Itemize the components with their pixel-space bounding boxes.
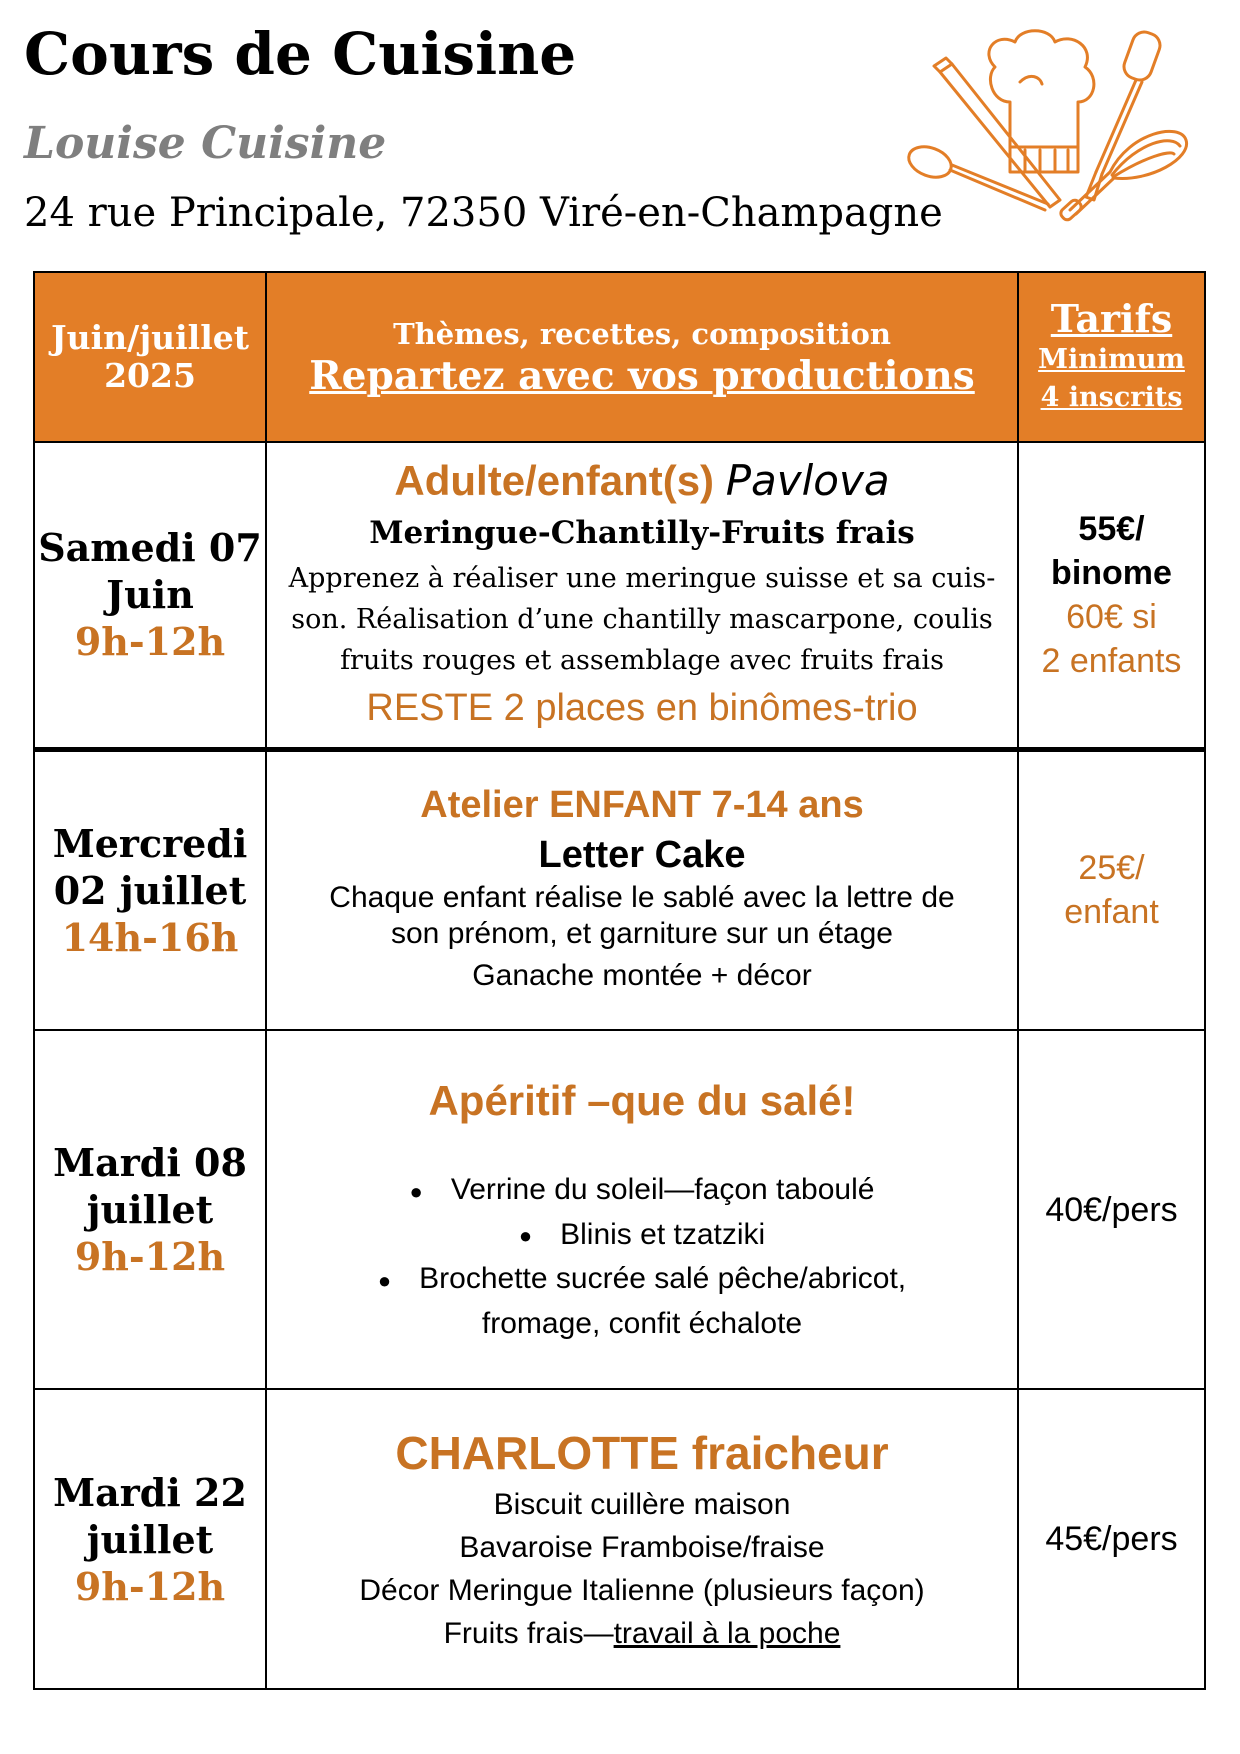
course-item-list xyxy=(267,1168,1017,1345)
header-theme-line1: Thèmes, recettes, composition xyxy=(393,317,891,351)
price-line: binome xyxy=(1051,553,1172,592)
bullet-icon: ● xyxy=(377,1267,392,1293)
date-cell xyxy=(34,1389,266,1689)
header-date-cell xyxy=(34,272,266,442)
course-desc-line: son. Réalisation d’une chantilly mascarpone, coulis xyxy=(291,604,993,636)
course-title-main: Adulte/enfant(s) xyxy=(394,457,715,505)
table-row xyxy=(34,749,1205,1030)
theme-cell xyxy=(266,749,1018,1030)
course-desc-line: fruits rouges et assemblage avec fruits frais xyxy=(340,645,944,677)
price-cell xyxy=(1018,1389,1205,1689)
price-line: enfant xyxy=(1064,893,1159,932)
list-item-text: Blinis et tzatziki xyxy=(560,1217,766,1251)
bullet-icon: ● xyxy=(518,1223,533,1249)
course-desc-line: Chaque enfant réalise le sablé avec la lettre de xyxy=(329,881,955,915)
date-time: 9h-12h xyxy=(74,619,226,665)
date-day: Mercredi xyxy=(52,820,248,866)
business-name: Louise Cuisine xyxy=(24,118,387,169)
date-month: Juin xyxy=(106,572,194,618)
course-desc-line: Bavaroise Framboise/fraise xyxy=(459,1531,825,1564)
bullet-icon: ● xyxy=(409,1178,423,1204)
theme-cell xyxy=(266,1030,1018,1389)
table-header-row xyxy=(34,272,1205,442)
schedule-table xyxy=(33,271,1206,1690)
header-theme-line2: Repartez avec vos productions xyxy=(309,353,975,399)
course-desc-prefix: Fruits frais— xyxy=(443,1617,614,1650)
price-line: 2 enfants xyxy=(1041,641,1182,680)
date-time: 9h-12h xyxy=(74,1234,226,1279)
date-time: 14h-16h xyxy=(61,914,239,960)
header-price-line1: Tarifs xyxy=(1050,296,1173,341)
header-date-line1: Juin/juillet xyxy=(51,318,249,357)
course-subtitle: Meringue-Chantilly-Fruits frais xyxy=(369,515,915,552)
date-cell xyxy=(34,749,266,1030)
course-title: Atelier ENFANT 7-14 ans xyxy=(420,784,864,827)
address: 24 rue Principale, 72350 Viré-en-Champagne xyxy=(24,190,943,236)
price-line: 55€/ xyxy=(1078,509,1145,548)
date-day: Mardi 08 xyxy=(53,1140,247,1185)
date-day: Samedi 07 xyxy=(38,525,262,571)
date-month: juillet xyxy=(86,1187,214,1232)
date-time: 9h-12h xyxy=(74,1563,226,1609)
list-item-continuation xyxy=(267,1302,1017,1345)
course-title: Apéritif –que du salé! xyxy=(428,1077,856,1125)
date-month: 02 juillet xyxy=(53,867,247,913)
date-month: juillet xyxy=(86,1516,214,1562)
course-title-script: Pavlova xyxy=(725,456,890,506)
price-cell xyxy=(1018,442,1205,749)
date-cell xyxy=(34,1030,266,1389)
course-title xyxy=(267,454,1017,508)
course-title: CHARLOTTE fraicheur xyxy=(395,1427,889,1479)
header-price-line3: 4 inscrits xyxy=(1040,382,1183,413)
theme-cell xyxy=(266,442,1018,749)
header-price-line2: Minimum xyxy=(1038,344,1185,375)
price-line: 60€ si xyxy=(1066,597,1157,636)
list-item xyxy=(267,1257,1017,1302)
table-row xyxy=(34,1389,1205,1689)
price-line: 40€/pers xyxy=(1045,1190,1178,1229)
theme-cell xyxy=(266,1389,1018,1689)
availability-note: RESTE 2 places en binômes-trio xyxy=(366,687,918,730)
course-desc-line: Décor Meringue Italienne (plusieurs façon) xyxy=(359,1574,925,1607)
date-cell xyxy=(34,442,266,749)
price-cell xyxy=(1018,1030,1205,1389)
course-desc-line: Biscuit cuillère maison xyxy=(493,1488,791,1521)
course-desc-line: Ganache montée + décor xyxy=(472,959,812,993)
price-cell xyxy=(1018,749,1205,1030)
course-desc-line: Apprenez à réaliser une meringue suisse et sa cuis- xyxy=(288,563,996,595)
course-desc-underlined: travail à la poche xyxy=(613,1617,841,1650)
header-date-line2: 2025 xyxy=(104,356,196,395)
list-item-text: Verrine du soleil—façon taboulé xyxy=(450,1173,875,1207)
table-row xyxy=(34,442,1205,749)
price-line: 45€/pers xyxy=(1045,1520,1178,1558)
list-item xyxy=(267,1168,1017,1213)
course-subtitle: Letter Cake xyxy=(538,834,746,877)
course-desc-line: son prénom, et garniture sur un étage xyxy=(391,917,893,951)
header-theme-cell xyxy=(266,272,1018,442)
list-item xyxy=(267,1213,1017,1258)
list-item-text: Brochette sucrée salé pêche/abricot, xyxy=(419,1262,907,1296)
chef-hat-utensils-icon xyxy=(900,22,1200,232)
table-row xyxy=(34,1030,1205,1389)
price-line: 25€/ xyxy=(1078,849,1145,888)
course-desc-line xyxy=(267,1612,1017,1655)
header-price-cell xyxy=(1018,272,1205,442)
page-title: Cours de Cuisine xyxy=(24,20,577,88)
list-item-text: fromage, confit échalote xyxy=(481,1306,803,1340)
date-day: Mardi 22 xyxy=(53,1469,247,1515)
